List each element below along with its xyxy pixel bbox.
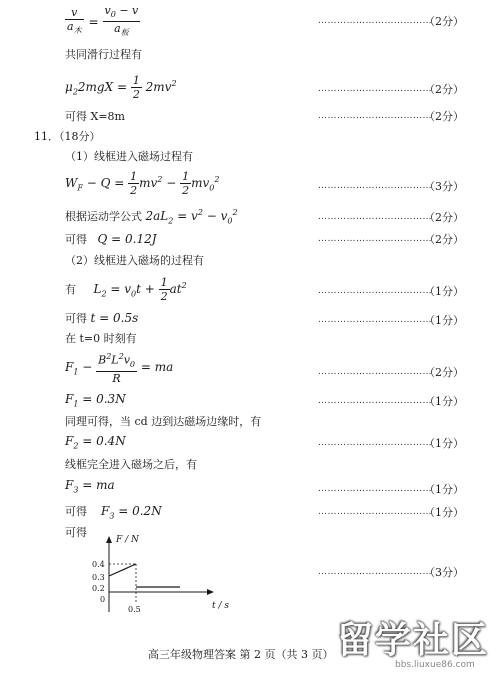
text-line: 在 t=0 时刻有 bbox=[65, 332, 137, 345]
equation-f1: $F_1 = 0.3N$ bbox=[65, 392, 126, 409]
text-line: （2）线框进入磁场的过程有 bbox=[65, 254, 204, 267]
question-number: 11．（18分） bbox=[34, 130, 101, 143]
equation-common-slide: $\mu_22mgX$ = $\frac{1}{2}$ $2mv^2$ bbox=[65, 74, 177, 101]
score-dots: ……………………………… bbox=[318, 567, 432, 577]
x-tick-0.5: 0.5 bbox=[128, 605, 141, 614]
equation-f3: $F_3$ = ma bbox=[65, 478, 115, 495]
equation-energy: $W_F - Q$ = $\frac{1}{2}$ $mv^2$ − $\frac{1}{2}$ $mv_0^2$ bbox=[65, 170, 220, 197]
equation-acceleration-ratio: $\frac{v}{a_木}$ = $\frac{v_0 - v}{a_板}$ bbox=[67, 4, 139, 38]
force-time-graph bbox=[80, 530, 240, 622]
score-label: （2分） bbox=[424, 110, 464, 123]
score-dots: ……………………………… bbox=[318, 438, 432, 448]
score-dots: ……………………………… bbox=[318, 367, 432, 377]
score-label: （2分） bbox=[424, 15, 464, 28]
score-label: （2分） bbox=[424, 83, 464, 96]
segment-entering bbox=[109, 564, 136, 576]
y-tick-0.4: 0.4 bbox=[92, 560, 105, 569]
score-label: （1分） bbox=[424, 395, 464, 408]
score-dots: ……………………………… bbox=[318, 286, 432, 296]
score-label: （1分） bbox=[424, 285, 464, 298]
equation-time: 可得 t = 0.5s bbox=[65, 311, 139, 325]
score-dots: ……………………………… bbox=[318, 507, 432, 517]
equation-kinematics: 根据运动学公式 $2aL_2 = v^2 - v_0^2$ bbox=[65, 208, 238, 226]
score-dots: ……………………………… bbox=[318, 84, 432, 94]
score-label: （3分） bbox=[424, 566, 464, 579]
text-line: （1）线框进入磁场过程有 bbox=[65, 150, 193, 163]
score-dots: ……………………………… bbox=[318, 212, 432, 222]
score-dots: ……………………………… bbox=[318, 111, 432, 121]
score-label: （2分） bbox=[424, 233, 464, 246]
score-label: （1分） bbox=[424, 483, 464, 496]
watermark-url: bbs.liuxue86.com bbox=[395, 660, 475, 670]
score-dots: ……………………………… bbox=[318, 484, 432, 494]
watermark-logo: 留学社区 bbox=[337, 620, 490, 661]
text-line: 共同滑行过程有 bbox=[65, 48, 142, 61]
score-label: （2分） bbox=[424, 211, 464, 224]
text-line: 同理可得，当 cd 边到达磁场边缘时，有 bbox=[65, 415, 262, 428]
x-axis-arrow bbox=[207, 589, 214, 595]
equation-f2: $F_2 = 0.4N$ bbox=[65, 434, 126, 451]
page-footer: 高三年级物理答案 第 2 页（共 3 页） bbox=[148, 648, 334, 661]
equation-force-t0: $F_1$ − $\frac{B^2L^2v_0}{R}$ = ma bbox=[65, 352, 174, 385]
x-axis-label: t / s bbox=[212, 601, 229, 611]
score-label: （3分） bbox=[424, 180, 464, 193]
y-tick-0.2: 0.2 bbox=[92, 584, 105, 593]
equation-heat: 可得 Q = 0.12J bbox=[65, 232, 157, 246]
y-tick-0: 0 bbox=[100, 595, 106, 604]
y-axis-label: F / N bbox=[116, 535, 139, 545]
score-label: （1分） bbox=[424, 437, 464, 450]
score-label: （2分） bbox=[424, 366, 464, 379]
score-dots: ……………………………… bbox=[318, 234, 432, 244]
y-axis-arrow bbox=[106, 536, 112, 543]
score-dots: ……………………………… bbox=[318, 315, 432, 325]
score-dots: ……………………………… bbox=[318, 396, 432, 406]
score-dots: ……………………………… bbox=[318, 181, 432, 191]
text-line: 可得 bbox=[65, 526, 87, 539]
text-line: 可得 X=8m bbox=[65, 110, 125, 123]
equation-displacement: 有 $L_2 = v_0t$ + $\frac{1}{2}$ $at^2$ bbox=[65, 276, 187, 303]
equation-f3-value: 可得 $F_3 = 0.2N$ bbox=[65, 504, 162, 521]
score-dots: ……………………………… bbox=[318, 16, 432, 26]
y-tick-0.3: 0.3 bbox=[92, 573, 105, 582]
text-line: 线框完全进入磁场之后，有 bbox=[65, 458, 197, 471]
score-label: （1分） bbox=[424, 506, 464, 519]
score-label: （1分） bbox=[424, 314, 464, 327]
